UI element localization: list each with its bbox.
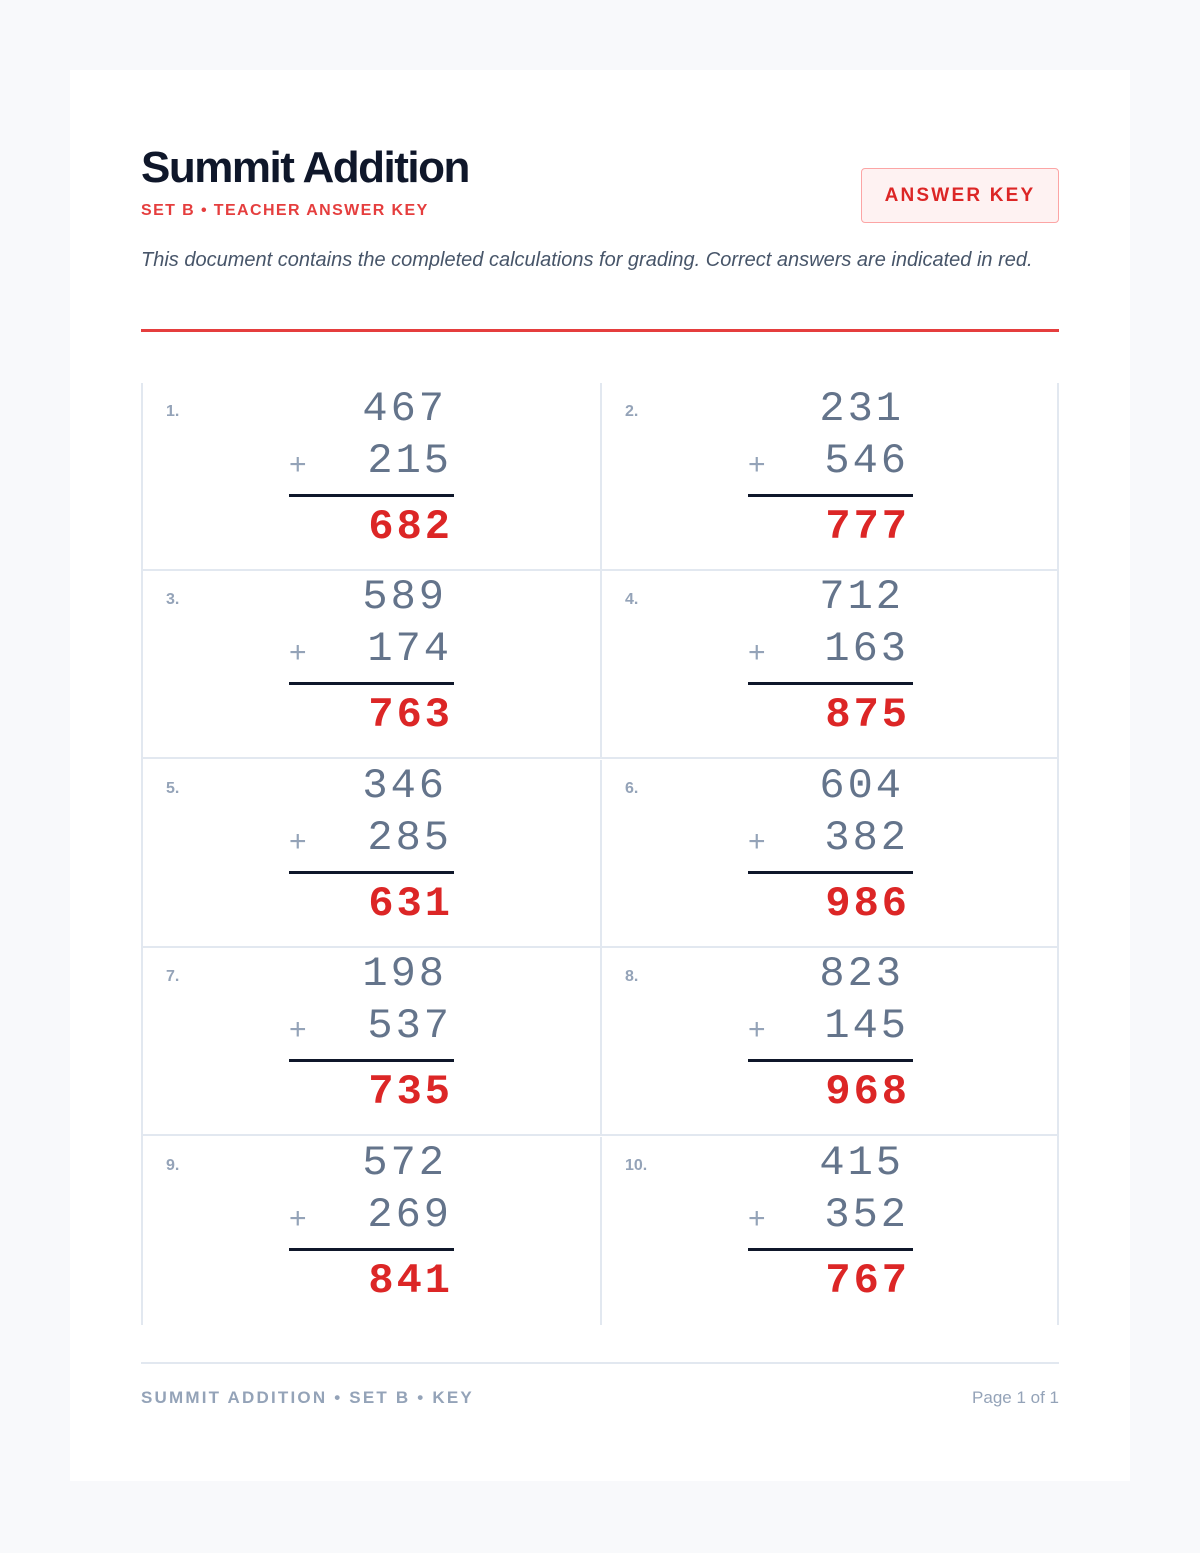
plus-sign: + (748, 1201, 766, 1235)
footer-label: SUMMIT ADDITION • SET B • KEY (141, 1388, 474, 1407)
problem-cell (143, 383, 600, 571)
answer-value: 763 (368, 691, 453, 740)
problem-number: 8. (625, 968, 639, 986)
plus-sign: + (289, 824, 307, 858)
sum-line (748, 494, 913, 497)
sum-line (289, 494, 454, 497)
addend-top: 589 (362, 573, 447, 622)
sum-line (289, 1059, 454, 1062)
addend-bottom: 269 (367, 1190, 452, 1239)
addend-top: 604 (819, 761, 904, 810)
sum-line (748, 1248, 913, 1251)
answer-value: 767 (825, 1256, 910, 1305)
answer-value: 875 (825, 691, 910, 740)
page-subtitle: SET B • TEACHER ANSWER KEY (141, 202, 429, 219)
answer-key-badge: ANSWER KEY (861, 168, 1059, 223)
addend-top: 346 (362, 761, 447, 810)
problem-cell (600, 760, 1057, 948)
page-number: Page 1 of 1 (972, 1388, 1059, 1407)
sum-line (748, 871, 913, 874)
addend-bottom: 174 (367, 625, 452, 674)
plus-sign: + (748, 448, 766, 481)
addend-bottom: 215 (367, 437, 452, 485)
problem-cell (143, 948, 600, 1136)
plus-sign: + (748, 1013, 766, 1047)
worksheet-page (70, 70, 1130, 1481)
addend-top: 572 (362, 1138, 447, 1187)
problem-number: 9. (166, 1156, 180, 1174)
header-divider (141, 329, 1059, 332)
problem-grid (141, 383, 1059, 1325)
addend-top: 231 (819, 385, 904, 433)
sum-line (748, 682, 913, 685)
addend-bottom: 163 (824, 625, 909, 674)
addend-top: 712 (819, 573, 904, 622)
answer-value: 777 (825, 503, 910, 551)
plus-sign: + (289, 1013, 307, 1047)
answer-value: 631 (368, 879, 453, 928)
problem-cell (600, 1137, 1057, 1325)
problem-number: 6. (625, 779, 639, 797)
answer-value: 986 (825, 879, 910, 928)
answer-value: 735 (368, 1068, 453, 1117)
answer-value: 682 (368, 503, 453, 551)
problem-cell (600, 948, 1057, 1136)
sum-line (289, 871, 454, 874)
addend-top: 823 (819, 950, 904, 999)
problem-number: 5. (166, 779, 180, 797)
plus-sign: + (289, 636, 307, 670)
problem-number: 1. (166, 403, 180, 420)
addend-top: 198 (362, 950, 447, 999)
page-title: Summit Addition (141, 143, 469, 192)
problem-number: 4. (625, 591, 639, 609)
plus-sign: + (289, 1201, 307, 1235)
sum-line (748, 1059, 913, 1062)
intro-text: This document contains the completed calculations for grading. Correct answers are indicated in red. (141, 249, 1033, 271)
addend-bottom: 537 (367, 1002, 452, 1051)
problem-cell (143, 760, 600, 948)
footer-divider (141, 1362, 1059, 1364)
addend-top: 415 (819, 1138, 904, 1187)
plus-sign: + (748, 824, 766, 858)
problem-number: 10. (625, 1156, 648, 1174)
addend-bottom: 352 (824, 1190, 909, 1239)
addend-bottom: 546 (824, 437, 909, 485)
addend-top: 467 (362, 385, 447, 433)
problem-number: 7. (166, 968, 180, 986)
addend-bottom: 145 (824, 1002, 909, 1051)
plus-sign: + (748, 636, 766, 670)
problem-number: 3. (166, 591, 180, 609)
problem-number: 2. (625, 403, 639, 420)
problem-cell (143, 1137, 600, 1325)
answer-value: 968 (825, 1068, 910, 1117)
problem-cell (600, 571, 1057, 759)
problem-cell (600, 383, 1057, 571)
problem-cell (143, 571, 600, 759)
sum-line (289, 1248, 454, 1251)
addend-bottom: 285 (367, 813, 452, 862)
plus-sign: + (289, 448, 307, 481)
addend-bottom: 382 (824, 813, 909, 862)
sum-line (289, 682, 454, 685)
answer-value: 841 (368, 1256, 453, 1305)
